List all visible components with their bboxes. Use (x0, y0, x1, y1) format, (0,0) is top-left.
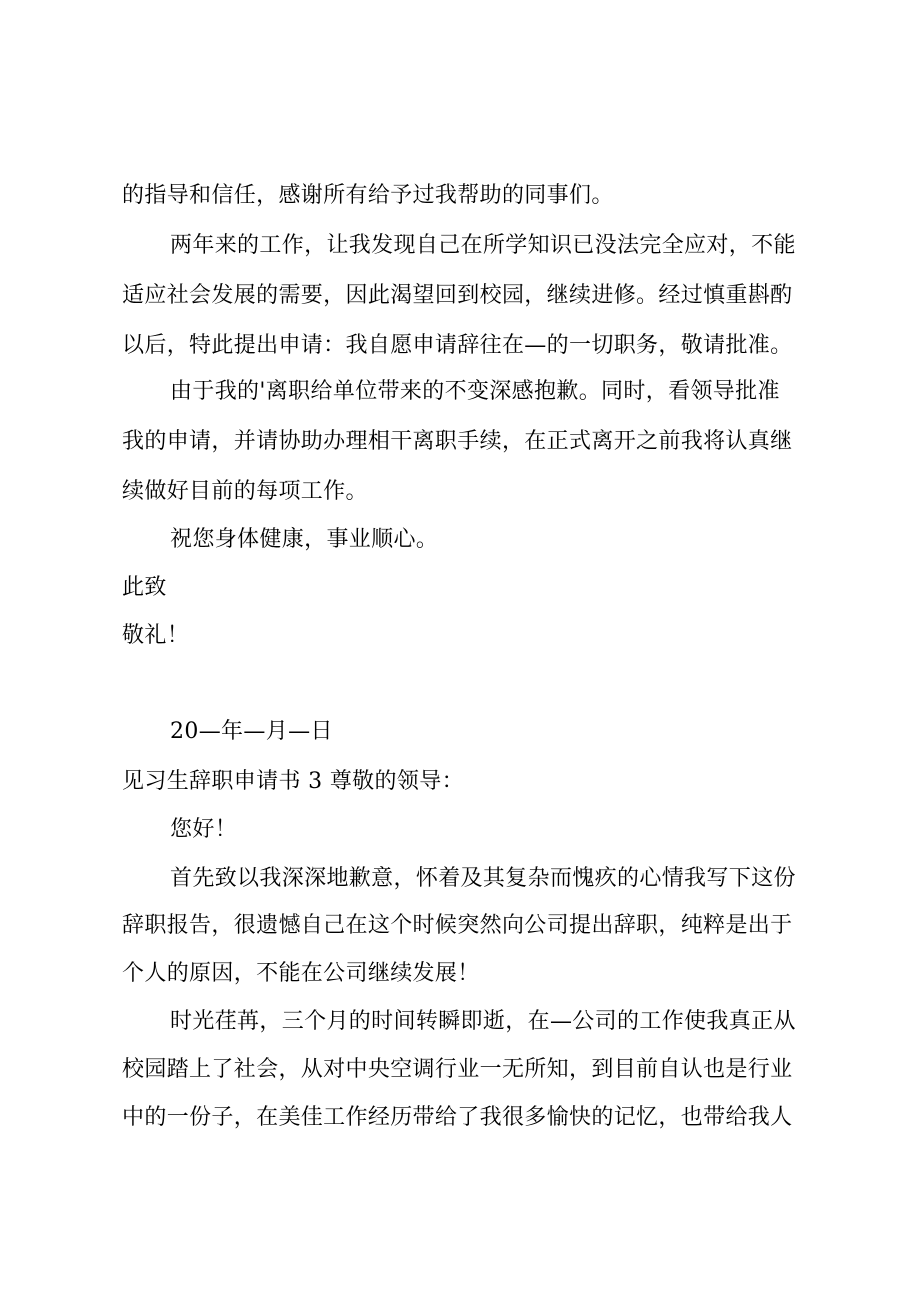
paragraph-line: 我的申请，并请协助办理相干离职手续，在正式离开之前我将认真继 (122, 429, 793, 454)
paragraph-line: 由于我的'离职给单位带来的不变深感抱歉。同时，看领导批准 (170, 379, 780, 404)
paragraph-line: 两年来的工作，让我发现自己在所学知识已没法完全应对，不能 (170, 233, 796, 258)
paragraph-line: 中的一份子，在美佳工作经历带给了我很多愉快的记忆，也带给我人 (122, 1105, 793, 1130)
paragraph-line: 续做好目前的每项工作。 (122, 479, 368, 504)
salutation-regards: 敬礼！ (122, 623, 190, 648)
paragraph-line: 以后，特此提出申请：我自愿申请辞往在—的一切职务，敬请批准。 (122, 333, 793, 358)
date-line: 20—年—月—日 (170, 719, 333, 744)
closing-wish: 祝您身体健康，事业顺心。 (170, 527, 439, 552)
paragraph-line: 校园踏上了社会，从对中央空调行业一无所知，到目前自认也是行业 (122, 1057, 793, 1082)
paragraph-line: 首先致以我深深地歉意，怀着及其复杂而愧疚的心情我写下这份 (170, 866, 796, 891)
paragraph-line: 个人的原因，不能在公司继续发展！ (122, 961, 480, 986)
greeting: 您好！ (170, 817, 238, 842)
paragraph-line: 适应社会发展的需要，因此渴望回到校园，继续进修。经过慎重斟酌 (122, 283, 793, 308)
paragraph-line: 时光荏苒，三个月的时间转瞬即逝，在—公司的工作使我真正从 (170, 1009, 796, 1034)
salutation-closing: 此致 (122, 575, 167, 600)
paragraph-line: 的指导和信任，感谢所有给予过我帮助的同事们。 (122, 183, 614, 208)
section-title: 见习生辞职申请书 3 尊敬的领导： (122, 769, 464, 794)
paragraph-line: 辞职报告，很遗憾自己在这个时候突然向公司提出辞职，纯粹是出于 (122, 913, 793, 938)
